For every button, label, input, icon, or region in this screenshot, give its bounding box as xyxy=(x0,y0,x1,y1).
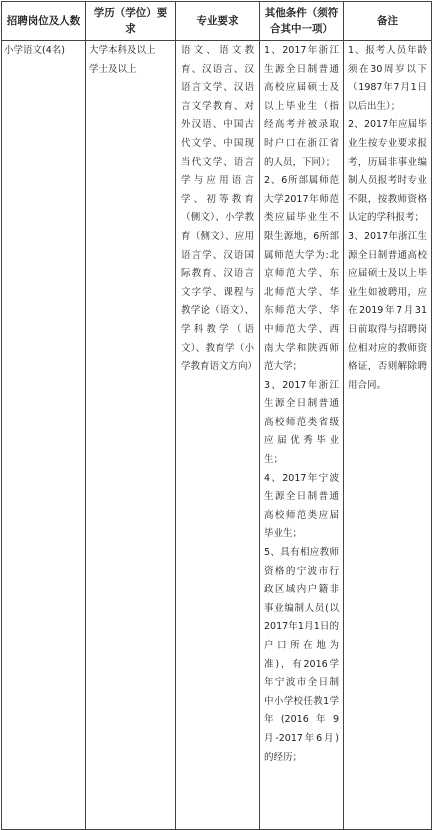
header-remarks: 备注 xyxy=(344,2,432,41)
condition-item: 2、6所部属师范大学2017年师范类应届毕业生不限生源地，6所部属师范大学为:北京师范大学、东北师范大学、华东师范大学、华中师范大学、西南大学和陕西师范大学； xyxy=(264,175,339,373)
condition-item: 3、2017年浙江生源全日制普通高校师范类省级应届优秀毕业生； xyxy=(264,379,339,466)
cell-position xyxy=(2,41,86,830)
header-conditions: 其他条件（须符合其中一项） xyxy=(260,2,344,41)
education-degree: 大学本科及以上 xyxy=(89,45,156,56)
condition-item: 4、2017年宁波生源全日制普通高校师范类应届毕业生； xyxy=(264,472,339,540)
condition-item: 1、2017年浙江生源全日制普通高校应届硕士及以上毕业生（指经高考并被录取时户口在浙江省的人员，下同）； xyxy=(264,45,339,168)
header-education: 学历（学位）要求 xyxy=(86,2,176,41)
cell-remarks xyxy=(344,41,432,830)
cell-major xyxy=(176,41,260,830)
cell-conditions xyxy=(260,41,344,830)
major-text: 语文、语文教育、汉语言、汉语言文学、汉语言文学教育、对外汉语、中国古代文学、中国现当代文学、语言学与应用语言学、初等教育（侧文）、小学教育（侧文）、应用语言学、汉语国际教育、汉语言文字学、课程与教学论（语文）、学科教学（语文）、教育学（小学教育语文方向） xyxy=(181,45,258,373)
header-major: 专业要求 xyxy=(176,2,260,41)
position-text: 小学语文(4名) xyxy=(4,45,65,56)
table-row xyxy=(2,41,432,830)
remark-item: 3、2017年浙江生源全日制普通高校应届硕士及以上毕业生如被聘用，应在2019年7月31日前取得与招聘岗位相对应的教师资格证，否则解除聘用合同。 xyxy=(348,230,427,391)
condition-item: 5、具有相应教师资格的宁波市行政区域内户籍非事业编制人员(以2017年1月1日的户口所在地为准)，有2016学年宁波市全日制中小学校任教1学年(2016年9月-2017年6月)的经历； xyxy=(264,547,339,763)
remark-item: 2、2017年应届毕业生按专业要求报考，历届非事业编制人员报考时专业不限，按教师资格认定的学科报考； xyxy=(348,119,427,224)
cell-education xyxy=(86,41,176,830)
education-academic-degree: 学士及以上 xyxy=(89,63,137,75)
recruitment-table xyxy=(1,1,432,830)
header-row xyxy=(2,2,432,41)
header-position: 招聘岗位及人数 xyxy=(2,2,86,41)
remark-item: 1、报考人员年龄须在30周岁以下（1987年7月1日以后出生）； xyxy=(348,45,427,112)
